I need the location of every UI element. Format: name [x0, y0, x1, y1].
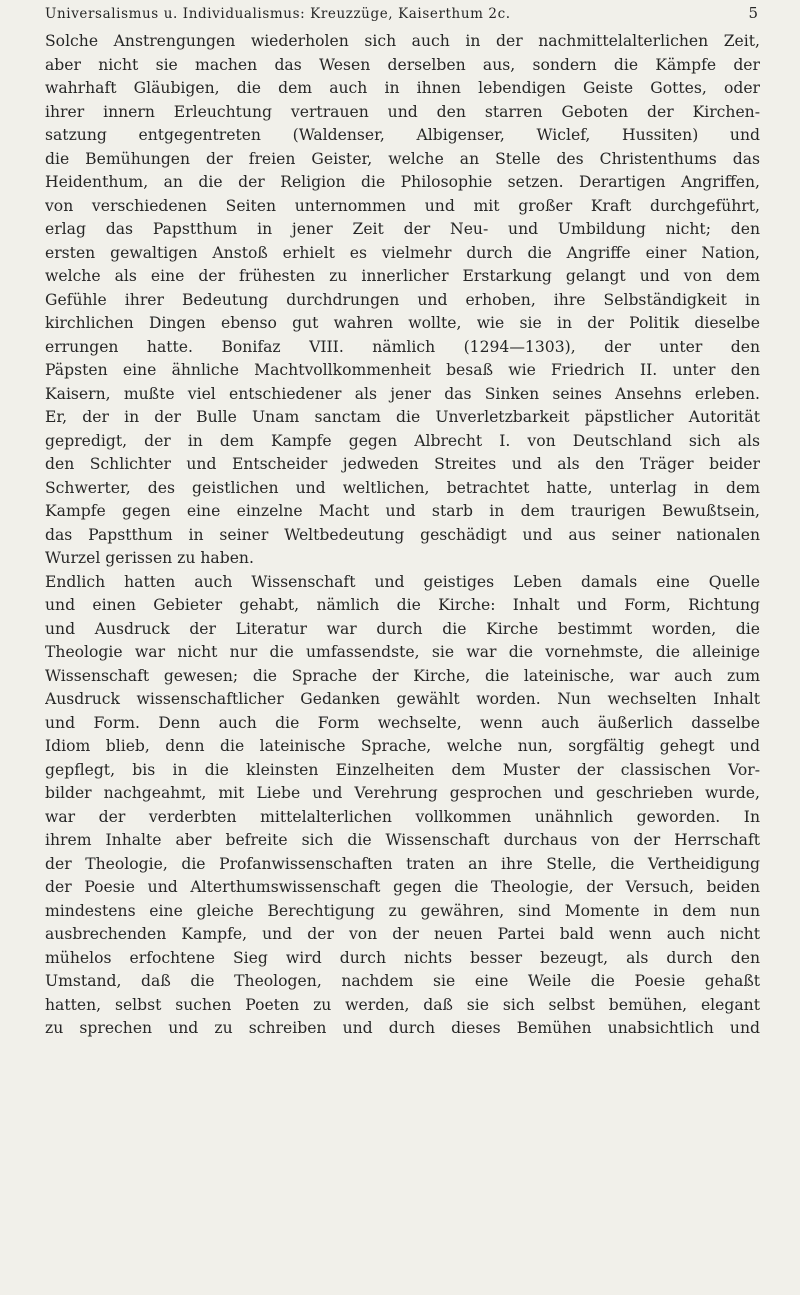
- text-line: hatten, selbst suchen Poeten zu werden, daß sie sich selbst bemühen, elegant: [45, 995, 760, 1014]
- paragraph-end-line: Wurzel gerissen zu haben.: [45, 549, 254, 567]
- page-number: 5: [748, 4, 758, 22]
- text-line: ausbrechenden Kampfe, und der von der neuen Partei bald wenn auch nicht: [45, 925, 760, 943]
- text-line: Wissenschaft gewesen; die Sprache der Kirche, die lateinische, war auch zum: [45, 666, 760, 685]
- text-line: die Bemühungen der freien Geister, welche an Stelle des Christenthums das: [45, 149, 760, 168]
- text-line: gepflegt, bis in die kleinsten Einzelheiten dem Muster der classischen Vor-: [45, 760, 760, 779]
- text-line: zu sprechen und zu schreiben und durch dieses Bemühen unabsichtlich und: [45, 1019, 760, 1037]
- text-line: Ausdruck wissenschaftlicher Gedanken gewählt worden. Nun wechselten Inhalt: [45, 690, 760, 708]
- text-line: von verschiedenen Seiten unternommen und mit großer Kraft durchgeführt,: [45, 196, 760, 215]
- text-line: Er, der in der Bulle Unam sanctam die Unverletzbarkeit päpstlicher Autorität: [45, 408, 760, 426]
- body-text: [45, 30, 760, 1041]
- text-line: den Schlichter und Entscheider jedweden Streites und als den Träger beider: [45, 455, 760, 473]
- text-line: Idiom blieb, denn die lateinische Sprache, welche nun, sorgfältig gehegt und: [45, 737, 760, 755]
- running-header: [45, 0, 760, 27]
- running-header-title: Universalismus u. Individualismus: Kreuzzüge, Kaiserthum 2c.: [45, 6, 511, 22]
- text-line: Heidenthum, an die der Religion die Philosophie setzen. Derartigen Angriffen,: [45, 173, 760, 191]
- text-line: der Poesie und Alterthumswissenschaft gegen die Theologie, der Versuch, beiden: [45, 878, 760, 896]
- text-line: ihrer innern Erleuchtung vertrauen und den starren Geboten der Kirchen-: [45, 102, 760, 121]
- text-line: Kaisern, mußte viel entschiedener als jener das Sinken seines Ansehns erleben.: [45, 384, 760, 403]
- text-line: gepredigt, der in dem Kampfe gegen Albrecht I. von Deutschland sich als: [45, 431, 760, 450]
- text-line: aber nicht sie machen das Wesen derselben aus, sondern die Kämpfe der: [45, 55, 760, 74]
- text-line: Theologie war nicht nur die umfassendste, sie war die vornehmste, die alleinige: [45, 643, 760, 661]
- text-line: mindestens eine gleiche Berechtigung zu gewähren, sind Momente in dem nun: [45, 901, 760, 920]
- text-line: Umstand, daß die Theologen, nachdem sie eine Weile die Poesie gehaßt: [45, 972, 760, 990]
- text-line: Gefühle ihrer Bedeutung durchdrungen und erhoben, ihre Selbständigkeit in: [45, 290, 760, 309]
- text-line: und einen Gebieter gehabt, nämlich die Kirche: Inhalt und Form, Richtung: [45, 596, 760, 614]
- text-line: das Papstthum in seiner Weltbedeutung geschädigt und aus seiner nationalen: [45, 525, 760, 544]
- text-line: Päpsten eine ähnliche Machtvollkommenheit besaß wie Friedrich II. unter den: [45, 361, 760, 379]
- text-line: satzung entgegentreten (Waldenser, Albigenser, Wiclef, Hussiten) und: [45, 126, 760, 144]
- text-line: Solche Anstrengungen wiederholen sich auch in der nachmittelalterlichen Zeit,: [45, 32, 760, 50]
- text-line: der Theologie, die Profanwissenschaften traten an ihre Stelle, die Vertheidigung: [45, 854, 760, 873]
- text-line: war der verderbten mittelalterlichen vollkommen unähnlich geworden. In: [45, 807, 760, 826]
- text-line: Kampfe gegen eine einzelne Macht und starb in dem traurigen Bewußtsein,: [45, 502, 760, 520]
- text-line: bilder nachgeahmt, mit Liebe und Verehrung gesprochen und geschrieben wurde,: [45, 784, 760, 802]
- text-line: Endlich hatten auch Wissenschaft und geistiges Leben damals eine Quelle: [45, 572, 760, 591]
- text-line: errungen hatte. Bonifaz VIII. nämlich (1294—1303), der unter den: [45, 337, 760, 356]
- text-line: kirchlichen Dingen ebenso gut wahren wollte, wie sie in der Politik dieselbe: [45, 314, 760, 332]
- text-line: wahrhaft Gläubigen, die dem auch in ihnen lebendigen Geiste Gottes, oder: [45, 79, 760, 97]
- text-line: mühelos erfochtene Sieg wird durch nichts besser bezeugt, als durch den: [45, 948, 760, 967]
- text-line: ersten gewaltigen Anstoß erhielt es vielmehr durch die Angriffe einer Nation,: [45, 243, 760, 262]
- text-line: und Ausdruck der Literatur war durch die Kirche bestimmt worden, die: [45, 619, 760, 638]
- text-line: welche als eine der frühesten zu innerlicher Erstarkung gelangt und von dem: [45, 267, 760, 285]
- text-line: und Form. Denn auch die Form wechselte, wenn auch äußerlich dasselbe: [45, 713, 760, 732]
- text-line: Schwerter, des geistlichen und weltlichen, betrachtet hatte, unterlag in dem: [45, 478, 760, 497]
- text-line: ihrem Inhalte aber befreite sich die Wissenschaft durchaus von der Herrschaft: [45, 831, 760, 849]
- text-line: erlag das Papstthum in jener Zeit der Neu- und Umbildung nicht; den: [45, 220, 760, 238]
